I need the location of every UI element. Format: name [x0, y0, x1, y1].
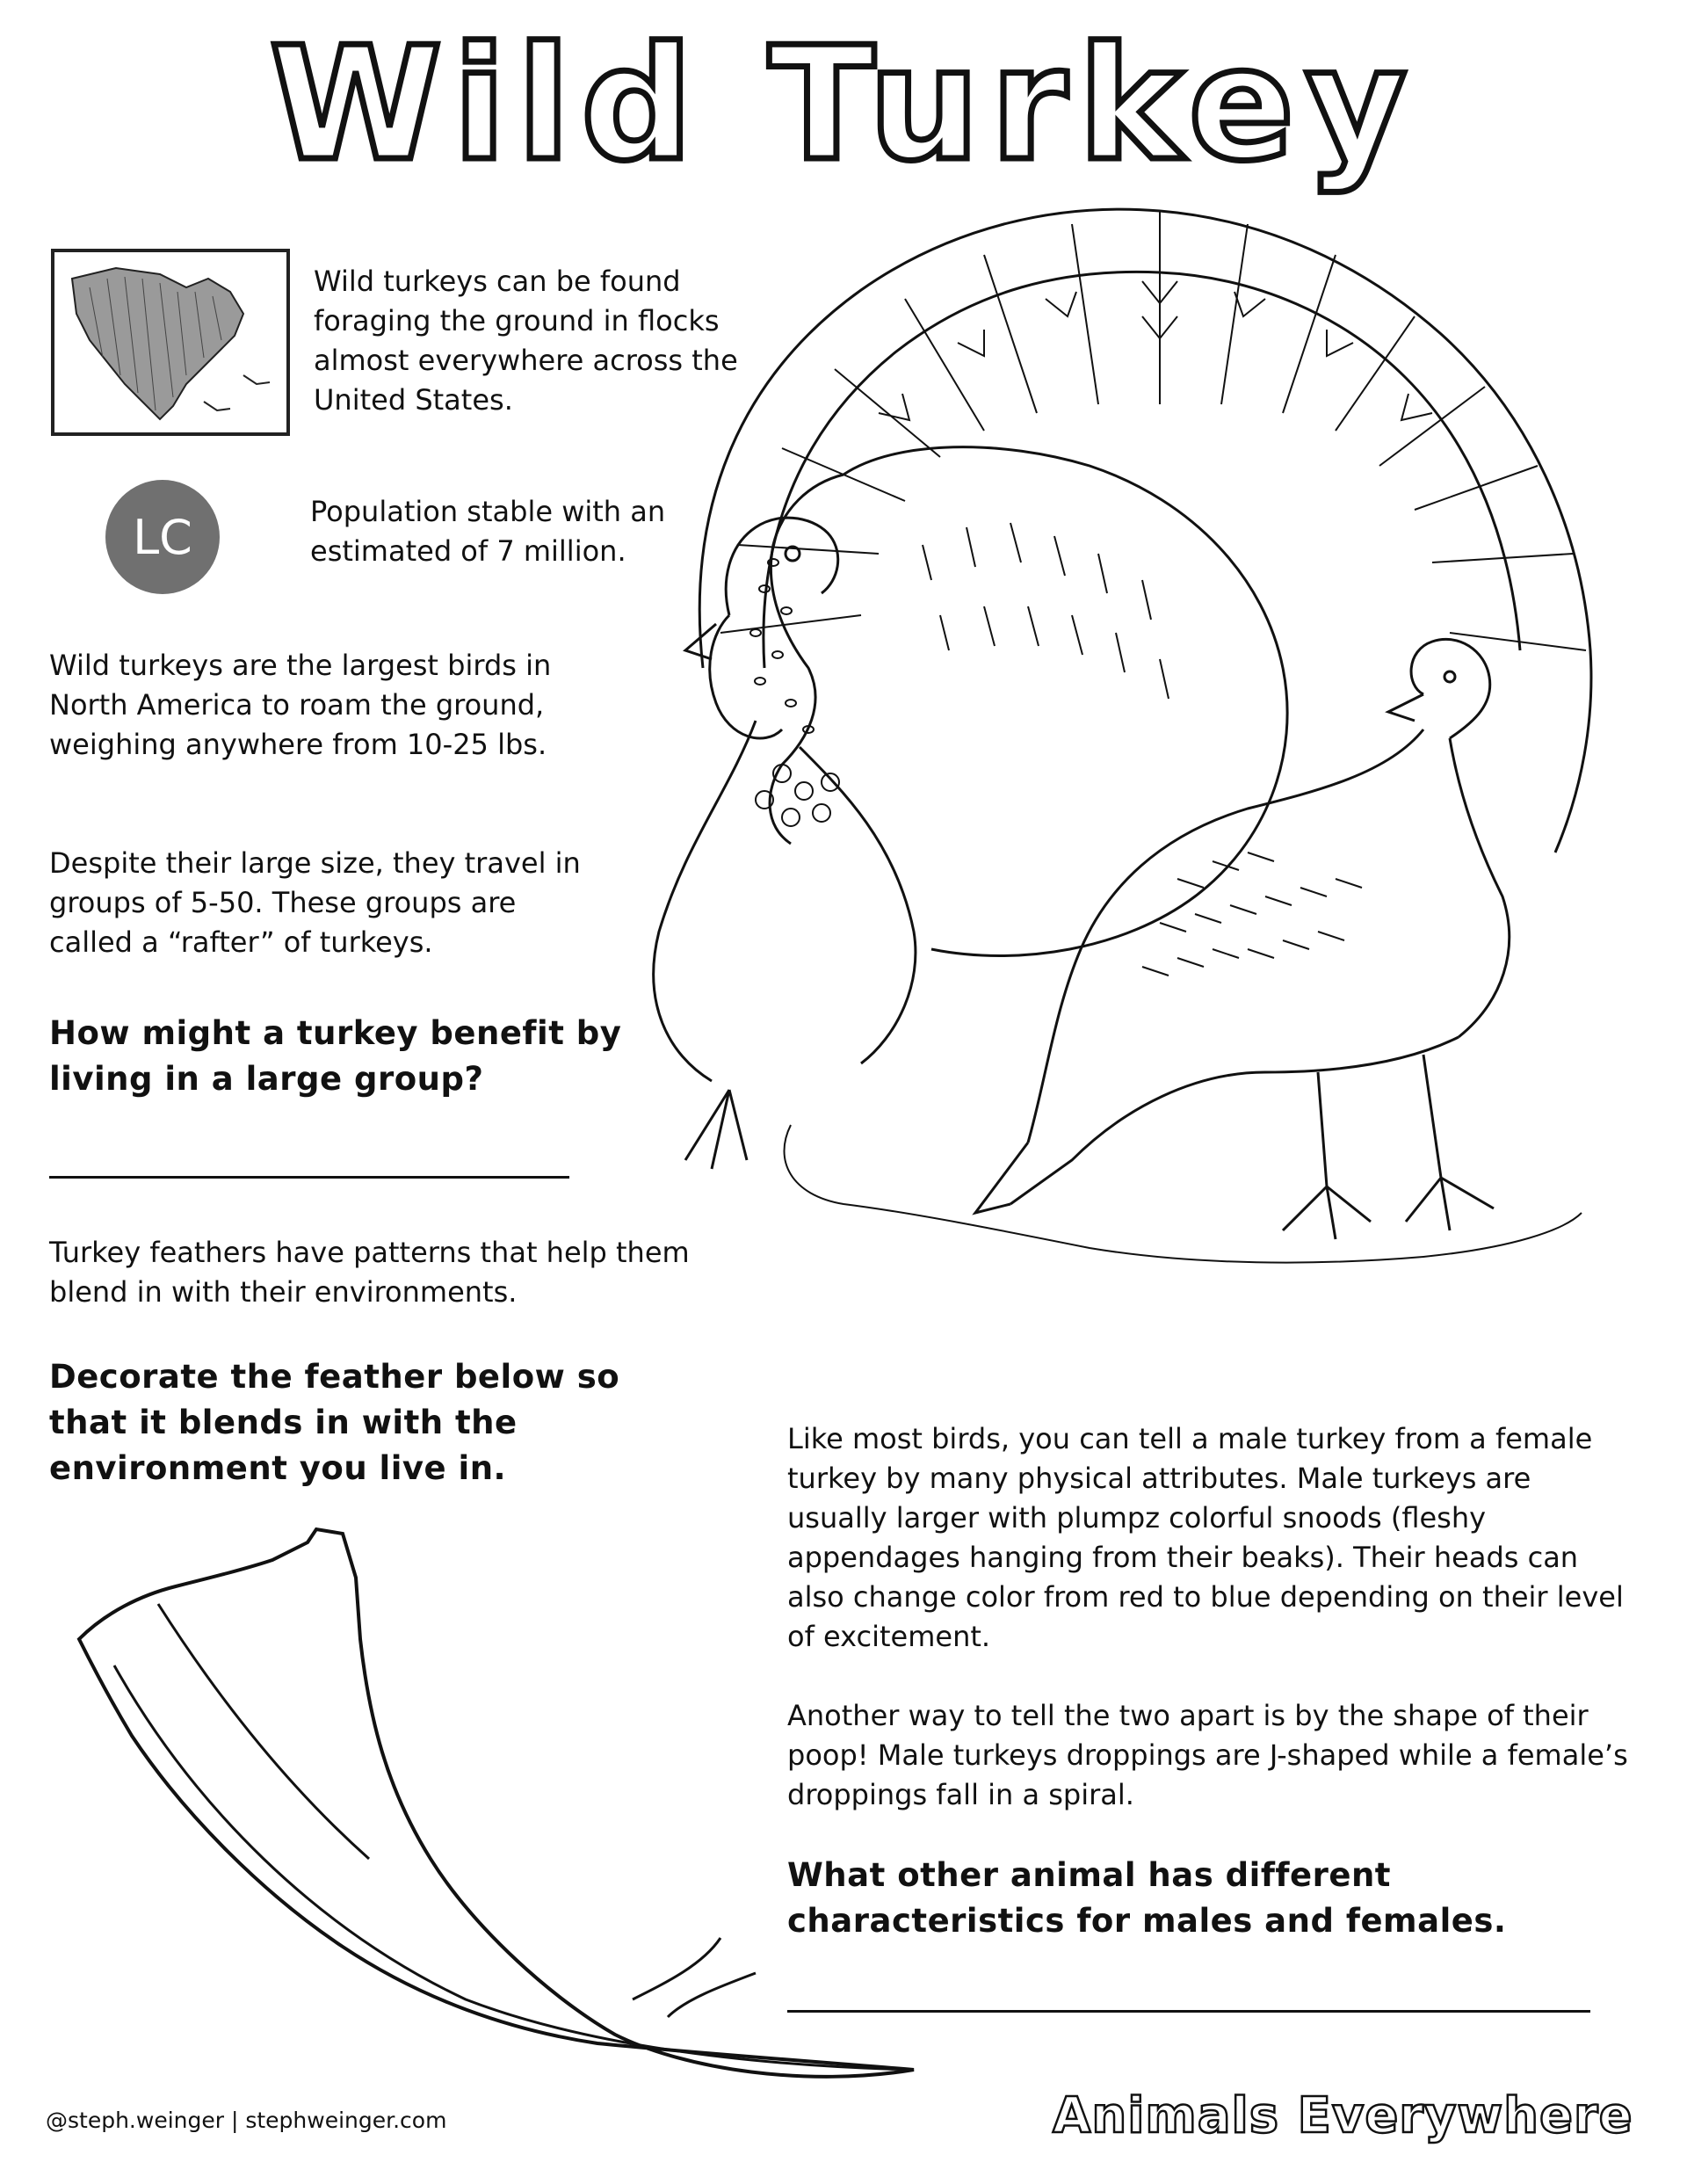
page-title: Wild Turkey [269, 13, 1418, 195]
male-female-paragraph: Like most birds, you can tell a male turkey from a female turkey by many physical attributes. Male turkeys are usually larger with plumpz colorful snoods (fleshy appendages hanging from their beaks). Their heads can also change color from red to blue depending on their level of excitement. [787, 1422, 1624, 1653]
conservation-status-badge: LC [105, 480, 220, 594]
tail-fan-icon [699, 209, 1591, 853]
female-turkey-icon [975, 639, 1510, 1239]
poop-paragraph: Another way to tell the two apart is by the shape of their poop! Male turkeys droppings are J-shaped while a female’s droppings fall in a spiral. [787, 1699, 1628, 1811]
brand-logo: Animals Everywhere [1053, 2087, 1633, 2144]
map-icon [54, 252, 286, 432]
size-fact: Wild turkeys are the largest birds in North America to roam the ground, weighing anywhere from 10-25 lbs. [49, 649, 552, 761]
population-text: Population stable with an estimated of 7 million. [310, 495, 666, 568]
feather-prompt: Decorate the feather below so that it blends in with the environment you live in. [49, 1358, 620, 1487]
answer-line-2[interactable] [787, 2010, 1590, 2013]
male-turkey-icon [654, 447, 1287, 1169]
feather-text: Turkey feathers have patterns that help them blend in with their environments. [49, 1236, 690, 1309]
range-map [51, 249, 290, 436]
ground-icon [785, 1125, 1582, 1263]
credit-text: @steph.weinger | stephweinger.com [46, 2108, 447, 2133]
question-characteristics: What other animal has different characteristics for males and females. [787, 1856, 1507, 1940]
question-large-group: How might a turkey benefit by living in a large group? [49, 1014, 622, 1098]
answer-line-1[interactable] [49, 1176, 569, 1179]
range-text: Wild turkeys can be found foraging the ground in flocks almost everywhere across the United States. [314, 265, 738, 417]
turkey-illustration [633, 176, 1678, 1406]
groups-fact: Despite their large size, they travel in groups of 5-50. These groups are called a “rafter” of turkeys. [49, 846, 581, 959]
